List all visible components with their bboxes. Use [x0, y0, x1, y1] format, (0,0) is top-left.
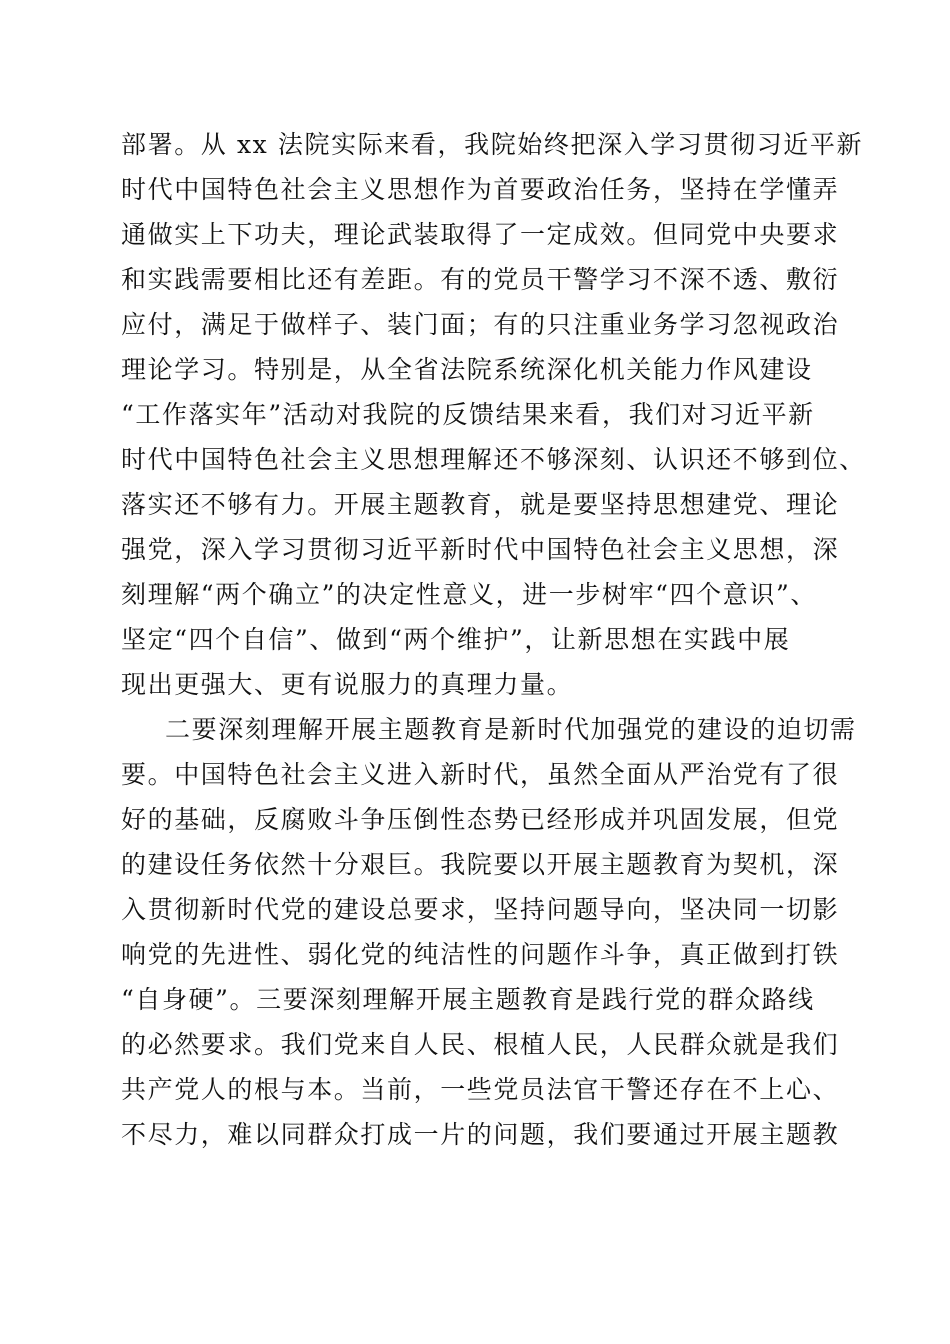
text-line: 时代中国特色社会主义思想作为首要政治任务，坚持在学懂弄 — [121, 175, 840, 204]
text-line: “自身硬”。三要深刻理解开展主题教育是践行党的群众路线 — [121, 985, 815, 1014]
text-line: 要。中国特色社会主义进入新时代，虽然全面从严治党有了很 — [121, 760, 840, 789]
text-line: 时代中国特色社会主义思想理解还不够深刻、认识还不够到位、 — [121, 445, 866, 474]
paragraph-start-line: 二要深刻理解开展主题教育是新时代加强党的建设的迫切需 — [165, 715, 857, 744]
text-line: 现出更强大、更有说服力的真理力量。 — [121, 670, 574, 699]
text-line: 落实还不够有力。开展主题教育，就是要坚持思想建党、理论 — [121, 490, 840, 519]
text-line: 入贯彻新时代党的建设总要求，坚持问题导向，坚决同一切影 — [121, 895, 840, 924]
text-line: 坚定“四个自信”、做到“两个维护”，让新思想在实践中展 — [121, 625, 791, 654]
text-line: 不尽力，难以同群众打成一片的问题，我们要通过开展主题教 — [121, 1120, 840, 1149]
text-line: 和实践需要相比还有差距。有的党员干警学习不深不透、敷衍 — [121, 265, 840, 294]
text-line: “工作落实年”活动对我院的反馈结果来看，我们对习近平新 — [121, 400, 815, 429]
body-text — [121, 122, 866, 1157]
text-line: 部署。从 xx 法院实际来看，我院始终把深入学习贯彻习近平新 — [121, 130, 864, 159]
text-line: 响党的先进性、弱化党的纯洁性的问题作斗争，真正做到打铁 — [121, 940, 840, 969]
text-line: 刻理解“两个确立”的决定性意义，进一步树牢“四个意识”、 — [121, 580, 817, 609]
text-line: 强党，深入学习贯彻习近平新时代中国特色社会主义思想，深 — [121, 535, 840, 564]
text-line: 的必然要求。我们党来自人民、根植人民，人民群众就是我们 — [121, 1030, 840, 1059]
text-line: 共产党人的根与本。当前，一些党员法官干警还存在不上心、 — [121, 1075, 840, 1104]
text-line: 的建设任务依然十分艰巨。我院要以开展主题教育为契机，深 — [121, 850, 840, 879]
text-line: 理论学习。特别是，从全省法院系统深化机关能力作风建设 — [121, 355, 813, 384]
text-line: 应付，满足于做样子、装门面；有的只注重业务学习忽视政治 — [121, 310, 840, 339]
text-line: 通做实上下功夫，理论武装取得了一定成效。但同党中央要求 — [121, 220, 840, 249]
text-line: 好的基础，反腐败斗争压倒性态势已经形成并巩固发展，但党 — [121, 805, 840, 834]
